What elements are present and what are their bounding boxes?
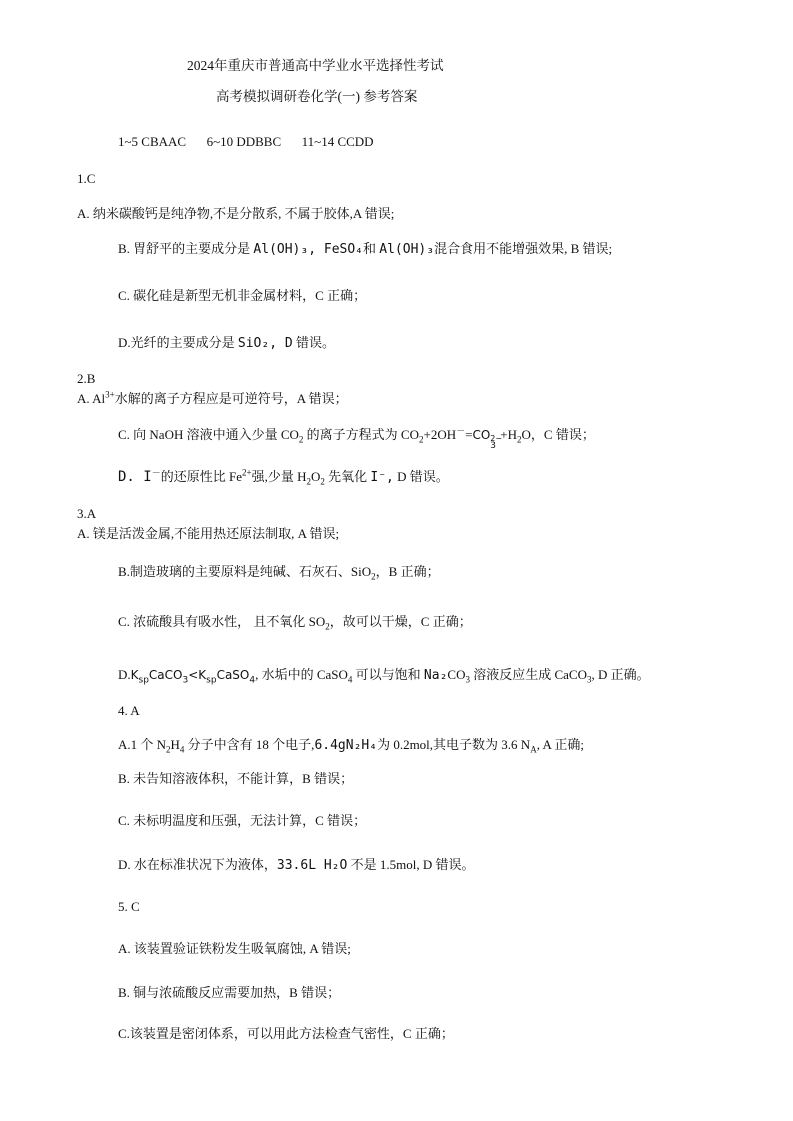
text: 先氧化 bbox=[324, 469, 371, 484]
subscript: 2 bbox=[418, 434, 424, 445]
q5-number: 5. C bbox=[118, 899, 140, 914]
text: D 错误。 bbox=[393, 469, 449, 484]
text: 不是 1.5mol, D 错误。 bbox=[347, 857, 475, 872]
text: D. bbox=[118, 667, 131, 682]
text: D.光纤的主要成分是 bbox=[118, 335, 238, 350]
superscript: 3+ bbox=[105, 389, 115, 400]
q2-option-a bbox=[77, 390, 348, 408]
text: 错误。 bbox=[292, 335, 335, 350]
text: A.1 个 N bbox=[118, 737, 167, 752]
q3-option-a: A. 镁是活泼金属,不能用热还原法制取, A 错误; bbox=[77, 526, 340, 541]
q1-option-b bbox=[118, 240, 612, 259]
formula: Na₂ bbox=[423, 668, 448, 683]
text: O bbox=[310, 469, 321, 484]
carbonate-ion bbox=[472, 426, 503, 451]
text: ，B 正确； bbox=[375, 564, 440, 579]
subscript: 2 bbox=[298, 434, 304, 445]
subscript: A bbox=[530, 744, 537, 755]
text: D. 水在标准状况下为液体， bbox=[118, 857, 277, 872]
q4-option-c: C. 未标明温度和压强，无法计算，C 错误； bbox=[118, 813, 367, 828]
text: A. Al bbox=[77, 391, 106, 406]
q5-option-a: A. 该装置验证铁粉发生吸氧腐蚀, A 错误; bbox=[118, 941, 351, 956]
text: , A 正确; bbox=[536, 737, 585, 752]
subscript: 2 bbox=[517, 434, 522, 445]
subscript: sp bbox=[206, 675, 217, 686]
text: ，故可以干燥，C 正确； bbox=[329, 614, 472, 629]
superscript: 2− bbox=[490, 434, 503, 443]
q1-option-a: A. 纳米碳酸钙是纯净物,不是分散系, 不属于胶体,A 错误; bbox=[77, 206, 395, 221]
formula: I⁻, bbox=[370, 470, 394, 485]
q3-number: 3.A bbox=[77, 506, 97, 521]
subscript: 4 bbox=[249, 675, 256, 686]
subscript: 4 bbox=[179, 744, 185, 755]
subscript: 2 bbox=[325, 621, 330, 632]
q2-option-c bbox=[118, 425, 595, 451]
q1-option-c: C. 碳化硅是新型无机非金属材料，C 正确； bbox=[118, 288, 367, 303]
q3-option-b bbox=[118, 563, 440, 581]
q4-number: 4. A bbox=[118, 703, 140, 718]
q5-option-b: B. 铜与浓硫酸反应需要加热，B 错误； bbox=[118, 985, 341, 1000]
subscript: 3 bbox=[465, 674, 470, 685]
subscript: 2 bbox=[371, 571, 376, 582]
text: D. I bbox=[118, 469, 152, 485]
text: = bbox=[465, 427, 473, 442]
text: 分子中含有 18 个电子, bbox=[184, 737, 315, 752]
text: CO bbox=[472, 428, 491, 442]
text: 的离子方程式为 CO bbox=[303, 427, 419, 442]
subscript: 4 bbox=[347, 674, 353, 685]
text: C. 向 NaOH 溶液中通入少量 CO bbox=[118, 427, 299, 442]
text: 水解的离子方程应是可逆符号，A 错误； bbox=[114, 391, 348, 406]
text: 为 0.2mol,其电子数为 3.6 N bbox=[377, 737, 531, 752]
text: K bbox=[198, 668, 207, 682]
q1-option-d bbox=[118, 334, 335, 353]
q4-option-d bbox=[118, 856, 474, 875]
text: B.制造玻璃的主要原料是纯碱、石灰石、SiO bbox=[118, 564, 372, 579]
answer-group-2: 6~10 DDBBC bbox=[206, 134, 282, 149]
answer-group-3: 11~14 CCDD bbox=[301, 134, 374, 149]
superscript: － bbox=[456, 425, 466, 436]
text: B. 胃舒平的主要成分是 bbox=[118, 241, 254, 256]
text: +H bbox=[500, 427, 518, 442]
answer-group-1: 1~5 CBAAC bbox=[118, 134, 187, 149]
answer-key bbox=[118, 133, 374, 151]
text: 强,少量 H bbox=[251, 469, 307, 484]
text: +2OH bbox=[423, 427, 457, 442]
text: CaSO bbox=[216, 668, 250, 682]
doc-subtitle: 高考模拟调研卷化学(一) 参考答案 bbox=[216, 89, 418, 104]
text: H bbox=[170, 737, 180, 752]
formula: Al(OH)₃, FeSO₄ bbox=[253, 242, 363, 257]
formula: 6.4gN₂H₄ bbox=[314, 738, 378, 753]
q4-option-a bbox=[118, 736, 584, 755]
text: 和 bbox=[363, 241, 380, 256]
text: 可以与饱和 bbox=[352, 667, 424, 682]
text: CO bbox=[447, 667, 466, 682]
text: , D 正确。 bbox=[591, 667, 650, 682]
formula: Al(OH)₃ bbox=[379, 242, 435, 257]
text: , 水垢中的 CaSO bbox=[255, 667, 348, 682]
formula: 33.6L H₂O bbox=[276, 858, 348, 873]
subscript: 3 bbox=[490, 441, 497, 451]
ksp-expression bbox=[130, 668, 256, 686]
text: 溶液反应生成 CaCO bbox=[469, 667, 587, 682]
superscript: 2+ bbox=[242, 467, 252, 478]
q3-option-d bbox=[118, 666, 650, 685]
subscript: sp bbox=[138, 675, 149, 686]
text: K bbox=[130, 668, 139, 682]
doc-title: 2024年重庆市普通高中学业水平选择性考试 bbox=[187, 58, 444, 73]
text: C. 浓硫酸具有吸水性， 且不氧化 SO bbox=[118, 614, 326, 629]
subscript: 2 bbox=[320, 476, 325, 487]
subscript: 2 bbox=[166, 744, 171, 755]
q4-option-b: B. 未告知溶液体积，不能计算，B 错误； bbox=[118, 771, 354, 786]
q2-number: 2.B bbox=[77, 371, 96, 386]
subscript: 3 bbox=[586, 674, 592, 685]
q3-option-c bbox=[118, 613, 472, 631]
text: O，C 错误； bbox=[521, 427, 595, 442]
formula: SiO₂, D bbox=[237, 336, 293, 351]
subscript: 2 bbox=[306, 476, 311, 487]
text: CaCO bbox=[148, 668, 183, 682]
superscript: － bbox=[151, 467, 161, 478]
text: 的还原性比 Fe bbox=[160, 469, 242, 484]
text: < bbox=[188, 668, 199, 682]
q1-number: 1.C bbox=[77, 171, 96, 186]
q2-option-d bbox=[118, 468, 449, 487]
q5-option-c: C.该装置是密闭体系，可以用此方法检查气密性，C 正确； bbox=[118, 1026, 454, 1041]
subscript: 3 bbox=[182, 675, 189, 686]
text: 混合食用不能增强效果, B 错误; bbox=[434, 241, 613, 256]
